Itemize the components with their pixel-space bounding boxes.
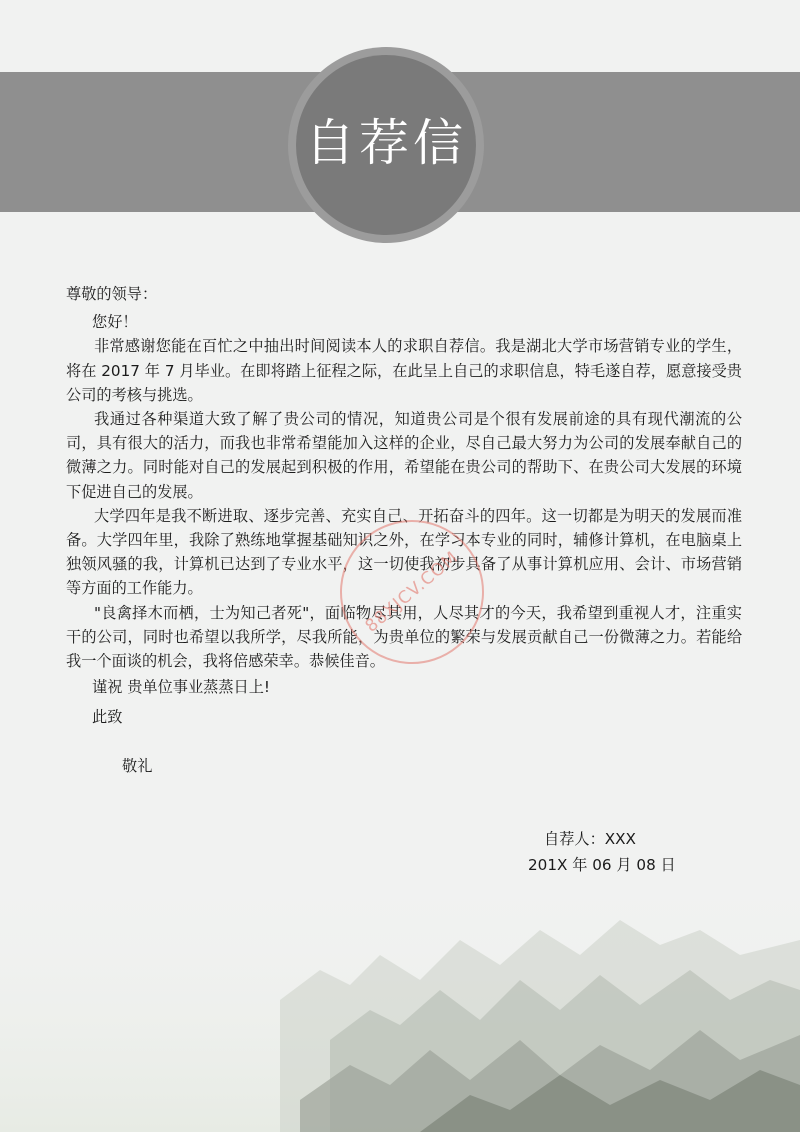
paragraph-company: 我通过各种渠道大致了解了贵公司的情况，知道贵公司是个很有发展前途的具有现代潮流的公司，具有很大的活力，而我也非常希望能加入这样的企业，尽自己最大努力为公司的发展奉献自己的微薄之力。同时能对自己的发展起到积极的作用，希望能在贵公司的帮助下、在贵公司大发展的环境下促进自己的发展。 — [66, 410, 742, 501]
greeting: 您好！ — [92, 313, 138, 332]
paragraph-university: 大学四年是我不断进取、逐步完善、充实自己、开拓奋斗的四年。这一切都是为明天的发展而准备。大学四年里，我除了熟练地掌握基础知识之外，在学习本专业的同时，辅修计算机，在电脑桌上独领风骚的我，计算机已达到了专业水平，这一切使我初步具备了从事计算机应用、会计、市场营销等方面的工作能力。 — [66, 506, 742, 598]
closing-wish: 谨祝 贵单位事业蒸蒸日上! — [92, 678, 270, 697]
paragraph-conclusion: "良禽择木而栖，士为知己者死"，面临物尽其用，人尽其才的今天，我希望到重视人才，注重实干的公司，同时也希望以我所学，尽我所能，为贵单位的繁荣与发展贡献自己一份微薄之力。若能给我一个面谈的机会，我将倍感荣幸。恭候佳音。 — [66, 603, 742, 671]
watermark-text: 88XJCV.COM — [361, 547, 463, 637]
closing-regards: 敬礼 — [122, 756, 153, 775]
salutation: 尊敬的领导： — [66, 285, 158, 303]
signature-name: 自荐人：XXX — [544, 830, 636, 848]
signature-date: 201X 年 06 月 08 日 — [528, 856, 676, 874]
signature-block — [528, 826, 718, 878]
paragraph-intro: 非常感谢您能在百忙之中抽出时间阅读本人的求职自荐信。我是湖北大学市场营销专业的学生，将在 2017 年 7 月毕业。在即将踏上征程之际，在此呈上自己的求职信息，特毛遂自荐，愿意接受贵公司的考核与挑选。 — [66, 337, 742, 404]
page-title: 自荐信 — [305, 114, 467, 172]
mountain-landscape-decoration — [0, 860, 800, 1132]
closing-to: 此致 — [92, 708, 123, 727]
